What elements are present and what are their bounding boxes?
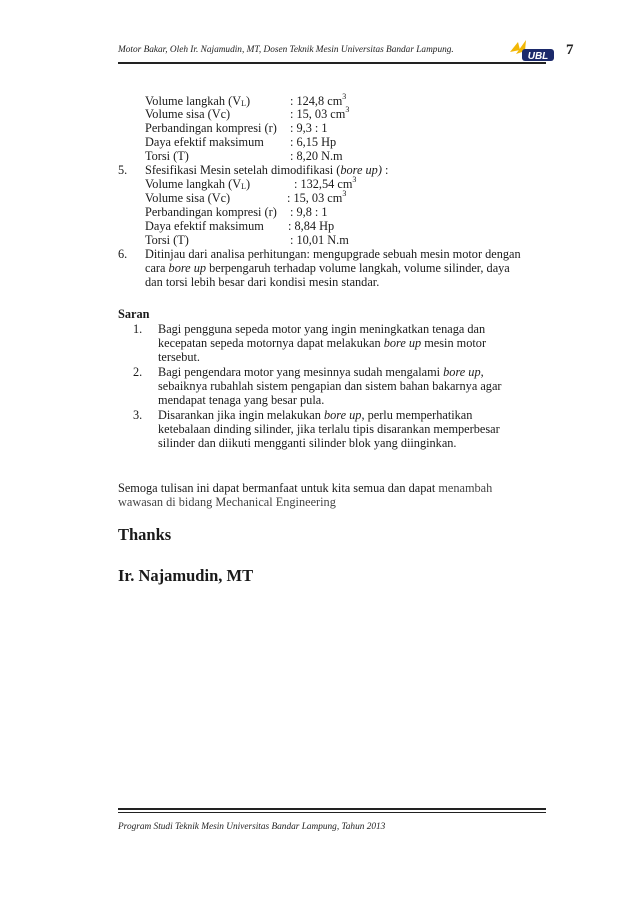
saran-1-line-3: tersebut. <box>158 350 201 364</box>
spec-before-label-0: Volume langkah $(V_L)$ <box>145 94 251 108</box>
saran-3-line-3: silinder dan diikuti mengganti silinder blok yang diinginkan. <box>158 436 457 450</box>
saran-1-number: 1. <box>133 322 143 336</box>
spec-after-value-3: : 8,84 Hp <box>288 219 335 233</box>
running-header: Motor Bakar, Oleh Ir. Najamudin, MT, Dosen Teknik Mesin Universitas Bandar Lampung. <box>118 45 454 55</box>
spec-after-label-0: Volume langkah $(V_L)$ <box>145 177 251 191</box>
saran-2-line-2: sebaiknya rubahlah sistem pengapian dan sistem bahan bakarnya agar <box>158 379 502 393</box>
spec-before-label-4: Torsi (T) <box>145 149 189 163</box>
spec-after-label-1: Volume sisa (Vc) <box>145 191 231 205</box>
footer-rule-thick <box>118 808 546 810</box>
saran-1-line-1: Bagi pengguna sepeda motor yang ingin meningkatkan tenaga dan <box>158 322 486 336</box>
footer-text: Program Studi Teknik Mesin Universitas Bandar Lampung, Tahun 2013 <box>118 822 386 832</box>
spec-after-value-1: : 15, 03 $cm^3$ <box>287 189 347 205</box>
item-6-line-3: dan torsi lebih besar dari kondisi mesin standar. <box>145 275 380 289</box>
saran-2-line-3: mendapat tenaga yang besar pula. <box>158 393 325 407</box>
ubl-logo <box>508 38 558 64</box>
spec-before-value-1: : 15, 03 $cm^3$ <box>290 105 350 121</box>
spec-before-label-2: Perbandingan kompresi (r) <box>145 121 277 135</box>
saran-2-line-1: Bagi pengendara motor yang mesinnya sudah mengalami bore up, <box>158 365 484 379</box>
closing-line-2: wawasan di bidang Mechanical Engineering <box>118 495 336 509</box>
saran-3-line-2: ketebalaan dinding silinder, jika terlalu tipis disarankan memperbesar <box>158 422 500 436</box>
author-name: Ir. Najamudin, MT <box>118 566 254 585</box>
spec-after-value-4: : 10,01 N.m <box>290 233 349 247</box>
spec-after-label-4: Torsi (T) <box>145 233 189 247</box>
header-rule <box>118 62 546 64</box>
saran-3-number: 3. <box>133 408 143 422</box>
item-6-number: 6. <box>118 247 128 261</box>
spec-before-value-4: : 8,20 N.m <box>290 149 343 163</box>
item-6-line-1: Ditinjau dari analisa perhitungan: mengupgrade sebuah mesin motor dengan <box>145 247 521 261</box>
item-5-number: 5. <box>118 163 128 177</box>
spec-before-value-3: : 6,15 Hp <box>290 135 337 149</box>
saran-1-line-2: kecepatan sepeda motornya dapat melakukan bore up mesin motor <box>158 336 487 350</box>
item-5-heading: Sfesifikasi Mesin setelah dimodifikasi (bore up) : <box>145 163 389 177</box>
logo-text: UBL <box>527 51 549 62</box>
spec-after-label-3: Daya efektif maksimum <box>145 219 264 233</box>
spec-after-label-2: Perbandingan kompresi (r) <box>145 205 277 219</box>
page-number: 7 <box>566 42 574 58</box>
spec-before-value-2: : 9,3 : 1 <box>290 121 328 135</box>
spec-after-value-0: : 132,54 $cm^3$ <box>294 175 357 191</box>
spec-after-value-2: : 9,8 : 1 <box>290 205 328 219</box>
item-6-line-2: cara bore up berpengaruh terhadap volume langkah, volume silinder, daya <box>145 261 510 275</box>
thanks-heading: Thanks <box>118 525 172 544</box>
spec-before-value-0: : 124,8 $cm^3$ <box>290 92 347 108</box>
closing-line-1: Semoga tulisan ini dapat bermanfaat untuk kita semua dan dapat menambah <box>118 481 493 495</box>
saran-heading: Saran <box>118 307 150 321</box>
saran-3-line-1: Disarankan jika ingin melakukan bore up, perlu memperhatikan <box>158 408 473 422</box>
footer-rule-thin <box>118 812 546 813</box>
saran-2-number: 2. <box>133 365 143 379</box>
spec-before-label-3: Daya efektif maksimum <box>145 135 264 149</box>
spec-before-label-1: Volume sisa (Vc) <box>145 107 231 121</box>
